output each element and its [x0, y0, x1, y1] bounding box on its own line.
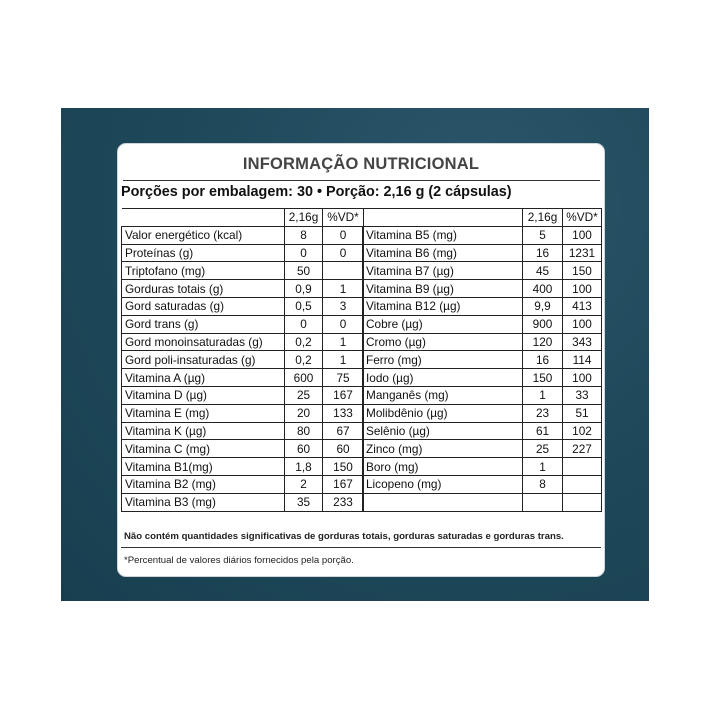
- nutrition-table-left: [121, 208, 364, 512]
- nutrient-dv: 114: [563, 351, 602, 369]
- nutrient-dv: 1: [323, 333, 364, 351]
- table-row: [122, 475, 364, 493]
- label-title: INFORMAÇÃO NUTRICIONAL: [242, 155, 480, 173]
- nutrient-dv: 102: [563, 422, 602, 440]
- table-row: [122, 386, 364, 404]
- nutrient-dv: 0: [323, 226, 364, 244]
- nutrient-amount: 8: [523, 475, 563, 493]
- table-header-row: [363, 209, 602, 227]
- table-row: [363, 422, 602, 440]
- nutrient-dv: 1231: [563, 244, 602, 262]
- table-row: [363, 244, 602, 262]
- nutrient-amount: 400: [523, 280, 563, 298]
- header-blank-cell: [122, 209, 285, 227]
- table-row: [363, 475, 602, 493]
- nutrient-dv: 227: [563, 440, 602, 458]
- table-row: [363, 315, 602, 333]
- table-row: [122, 262, 364, 280]
- nutrient-dv: [563, 493, 602, 511]
- table-row: [363, 369, 602, 387]
- nutrient-dv: 3: [323, 297, 364, 315]
- table-row: [122, 493, 364, 511]
- nutrient-dv: 233: [323, 493, 364, 511]
- table-row: [363, 404, 602, 422]
- nutrient-name: Vitamina B5 (mg): [363, 226, 523, 244]
- header-dv: %VD*: [563, 209, 602, 227]
- table-row: [122, 404, 364, 422]
- nutrient-name: Vitamina B7 (µg): [363, 262, 523, 280]
- table-row: [122, 369, 364, 387]
- table-row: [363, 351, 602, 369]
- table-row: [122, 333, 364, 351]
- nutrient-amount: 23: [523, 404, 563, 422]
- nutrient-amount: 1: [523, 386, 563, 404]
- nutrient-dv: 1: [323, 280, 364, 298]
- nutrient-dv: 51: [563, 404, 602, 422]
- table-row: [122, 280, 364, 298]
- header-blank-cell: [363, 209, 523, 227]
- serving-info: Porções por embalagem: 30 • Porção: 2,16 g (2 cápsulas): [121, 184, 512, 200]
- significance-note: Não contém quantidades significativas de gorduras totais, gorduras saturadas e gorduras trans.: [124, 531, 564, 542]
- title-divider: [123, 180, 600, 181]
- nutrient-amount: [523, 493, 563, 511]
- nutrient-name: Vitamina D (µg): [122, 386, 285, 404]
- nutrient-name: Boro (mg): [363, 458, 523, 476]
- nutrient-name: Vitamina B6 (mg): [363, 244, 523, 262]
- table-row: [363, 280, 602, 298]
- nutrient-dv: 0: [323, 315, 364, 333]
- nutrient-amount: 25: [523, 440, 563, 458]
- nutrient-amount: 25: [285, 386, 323, 404]
- nutrient-dv: 150: [563, 262, 602, 280]
- nutrient-amount: 120: [523, 333, 563, 351]
- nutrient-name: Licopeno (mg): [363, 475, 523, 493]
- dv-footnote: *Percentual de valores diários fornecidos pela porção.: [124, 555, 354, 566]
- nutrient-name: Triptofano (mg): [122, 262, 285, 280]
- nutrient-name: Zinco (mg): [363, 440, 523, 458]
- table-row: [122, 244, 364, 262]
- nutrient-dv: 75: [323, 369, 364, 387]
- nutrient-dv: 100: [563, 226, 602, 244]
- nutrient-amount: 0,9: [285, 280, 323, 298]
- nutrient-name: Vitamina B3 (mg): [122, 493, 285, 511]
- table-row: [122, 315, 364, 333]
- table-row: [363, 440, 602, 458]
- nutrient-dv: 1: [323, 351, 364, 369]
- header-amount: 2,16g: [285, 209, 323, 227]
- nutrient-name: Proteínas (g): [122, 244, 285, 262]
- nutrient-amount: 2: [285, 475, 323, 493]
- nutrient-amount: 0,2: [285, 351, 323, 369]
- header-dv: %VD*: [323, 209, 364, 227]
- nutrient-amount: 0,5: [285, 297, 323, 315]
- table-row: [363, 493, 602, 511]
- table-row: [122, 422, 364, 440]
- nutrient-name: Ferro (mg): [363, 351, 523, 369]
- nutrient-name: Vitamina B9 (µg): [363, 280, 523, 298]
- table-row: [122, 351, 364, 369]
- nutrient-amount: 20: [285, 404, 323, 422]
- nutrient-amount: 0: [285, 315, 323, 333]
- nutrient-amount: 8: [285, 226, 323, 244]
- nutrient-dv: [323, 262, 364, 280]
- nutrient-name: Cobre (µg): [363, 315, 523, 333]
- nutrient-name: Selênio (µg): [363, 422, 523, 440]
- nutrient-amount: 5: [523, 226, 563, 244]
- nutrient-amount: 16: [523, 351, 563, 369]
- nutrient-dv: [563, 458, 602, 476]
- nutrient-dv: 133: [323, 404, 364, 422]
- nutrient-name: Manganês (mg): [363, 386, 523, 404]
- table-row: [363, 297, 602, 315]
- table-row: [363, 333, 602, 351]
- nutrient-name: Vitamina B2 (mg): [122, 475, 285, 493]
- nutrient-name: Vitamina C (mg): [122, 440, 285, 458]
- nutrient-dv: 167: [323, 386, 364, 404]
- nutrient-dv: 100: [563, 280, 602, 298]
- nutrient-amount: 16: [523, 244, 563, 262]
- nutrient-amount: 9,9: [523, 297, 563, 315]
- nutrient-dv: 413: [563, 297, 602, 315]
- table-row: [122, 458, 364, 476]
- table-row: [363, 458, 602, 476]
- nutrient-amount: 1,8: [285, 458, 323, 476]
- nutrient-dv: 67: [323, 422, 364, 440]
- nutrient-dv: 150: [323, 458, 364, 476]
- nutrient-dv: 167: [323, 475, 364, 493]
- nutrient-name: Gord poli-insaturadas (g): [122, 351, 285, 369]
- nutrient-name: [363, 493, 523, 511]
- nutrient-dv: 100: [563, 369, 602, 387]
- nutrition-table-right: [362, 208, 602, 512]
- table-row: [363, 386, 602, 404]
- table-header-row: [122, 209, 364, 227]
- nutrient-name: Vitamina K (µg): [122, 422, 285, 440]
- nutrient-amount: 35: [285, 493, 323, 511]
- note-divider: [121, 547, 601, 548]
- nutrient-dv: 60: [323, 440, 364, 458]
- nutrient-name: Gord monoinsaturadas (g): [122, 333, 285, 351]
- nutrient-amount: 900: [523, 315, 563, 333]
- nutrient-name: Gord saturadas (g): [122, 297, 285, 315]
- table-row: [122, 226, 364, 244]
- nutrition-facts-label: [117, 143, 605, 577]
- nutrient-name: Vitamina A (µg): [122, 369, 285, 387]
- nutrient-amount: 60: [285, 440, 323, 458]
- nutrient-dv: [563, 475, 602, 493]
- header-amount: 2,16g: [523, 209, 563, 227]
- nutrient-dv: 0: [323, 244, 364, 262]
- table-row: [122, 297, 364, 315]
- nutrient-name: Vitamina B1(mg): [122, 458, 285, 476]
- nutrient-amount: 45: [523, 262, 563, 280]
- nutrient-name: Cromo (µg): [363, 333, 523, 351]
- nutrient-name: Iodo (µg): [363, 369, 523, 387]
- nutrient-dv: 100: [563, 315, 602, 333]
- nutrient-name: Vitamina B12 (µg): [363, 297, 523, 315]
- nutrient-name: Gorduras totais (g): [122, 280, 285, 298]
- nutrient-amount: 600: [285, 369, 323, 387]
- nutrient-name: Valor energético (kcal): [122, 226, 285, 244]
- table-row: [363, 226, 602, 244]
- nutrient-amount: 0,2: [285, 333, 323, 351]
- nutrient-dv: 33: [563, 386, 602, 404]
- nutrient-amount: 61: [523, 422, 563, 440]
- nutrient-amount: 150: [523, 369, 563, 387]
- table-row: [122, 440, 364, 458]
- nutrient-dv: 343: [563, 333, 602, 351]
- nutrient-amount: 50: [285, 262, 323, 280]
- table-row: [363, 262, 602, 280]
- nutrient-name: Gord trans (g): [122, 315, 285, 333]
- nutrient-name: Vitamina E (mg): [122, 404, 285, 422]
- nutrient-amount: 0: [285, 244, 323, 262]
- nutrient-amount: 1: [523, 458, 563, 476]
- nutrient-name: Molibdênio (µg): [363, 404, 523, 422]
- nutrient-amount: 80: [285, 422, 323, 440]
